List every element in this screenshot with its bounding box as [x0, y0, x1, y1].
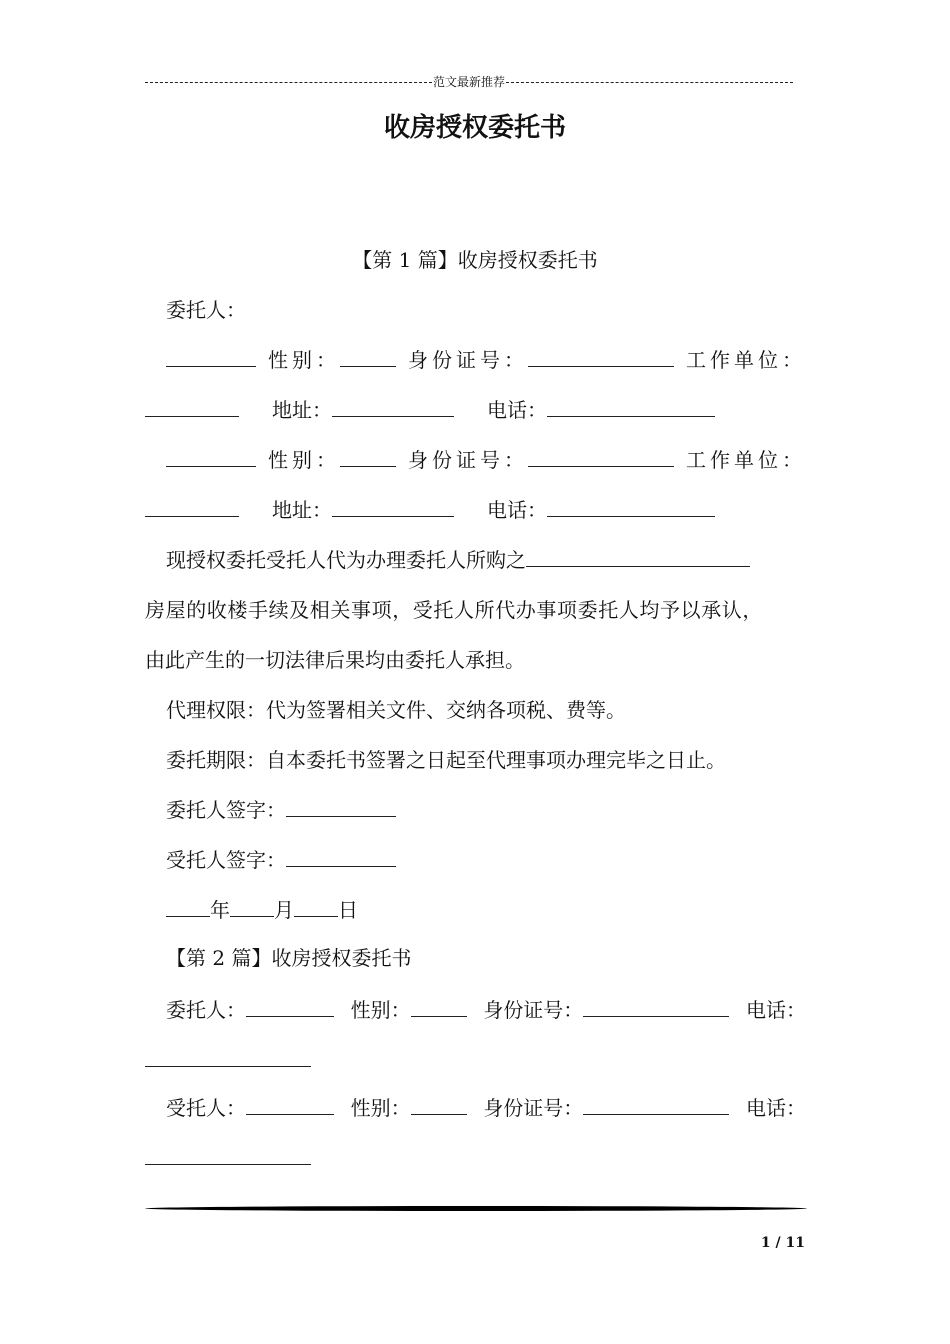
- phone-label: 电话：: [487, 398, 547, 422]
- blank-month: [230, 896, 274, 917]
- section2-client-row: [166, 996, 806, 1024]
- id-label: 身份证号：: [408, 348, 528, 372]
- blank-agent-name: [246, 1094, 334, 1115]
- section1-agent-row2: [145, 496, 715, 524]
- page-header: [145, 74, 793, 90]
- header-dash-right: [506, 82, 793, 83]
- header-dash-left: [145, 82, 432, 83]
- blank-name: [166, 346, 256, 367]
- section1-client-row1: [166, 346, 806, 374]
- blank-id: [583, 1094, 729, 1115]
- blank-client-sign: [286, 796, 396, 817]
- phone-label: 电话：: [745, 1096, 806, 1120]
- authorization-para-line3: 由此产生的一切法律后果均由委托人承担。: [145, 648, 525, 672]
- address-label: 地址：: [272, 398, 332, 422]
- blank-address: [332, 496, 454, 517]
- blank-gender: [411, 1094, 467, 1115]
- gender-label: 性别：: [350, 998, 411, 1022]
- section1-heading: 【第 1 篇】收房授权委托书: [352, 248, 598, 272]
- id-label: 身份证号：: [408, 448, 528, 472]
- client-label: 委托人：: [166, 998, 246, 1022]
- header-text: 范文最新推荐: [433, 75, 506, 89]
- blank-gender: [340, 446, 396, 467]
- work-unit-label: 工作单位：: [686, 448, 806, 472]
- blank-day: [294, 896, 338, 917]
- document-title: 收房授权委托书: [383, 113, 566, 143]
- section2-client-phone-blank: [145, 1046, 311, 1074]
- blank-phone: [145, 1144, 311, 1165]
- agent-label: 受托人：: [166, 1096, 246, 1120]
- phone-label: 电话：: [487, 498, 547, 522]
- phone-label: 电话：: [745, 998, 806, 1022]
- address-label: 地址：: [272, 498, 332, 522]
- blank-work-unit: [145, 496, 239, 517]
- section1-client-row2: [145, 396, 715, 424]
- blank-address: [332, 396, 454, 417]
- blank-gender: [340, 346, 396, 367]
- blank-phone: [547, 496, 715, 517]
- authorization-para-line1: [166, 546, 750, 574]
- date-line: [166, 896, 358, 924]
- gender-label: 性别：: [350, 1096, 411, 1120]
- authorization-text: 现授权委托受托人代为办理委托人所购之: [166, 548, 526, 572]
- client-signature: [166, 796, 396, 824]
- blank-year: [166, 896, 210, 917]
- section2-agent-phone-blank: [145, 1144, 311, 1172]
- gender-label: 性别：: [268, 448, 340, 472]
- section1-client-label: 委托人：: [166, 298, 246, 322]
- blank-phone: [547, 396, 715, 417]
- blank-id: [528, 346, 674, 367]
- month-label: 月: [274, 898, 294, 922]
- year-label: 年: [210, 898, 230, 922]
- client-sign-label: 委托人签字：: [166, 798, 286, 822]
- blank-client-name: [246, 996, 334, 1017]
- blank-id: [583, 996, 729, 1017]
- blank-id: [528, 446, 674, 467]
- blank-name: [166, 446, 256, 467]
- section1-agent-row1: [166, 446, 806, 474]
- agent-sign-label: 受托人签字：: [166, 848, 286, 872]
- day-label: 日: [338, 898, 358, 922]
- blank-agent-sign: [286, 846, 396, 867]
- blank-property: [526, 546, 750, 567]
- blank-phone: [145, 1046, 311, 1067]
- agency-scope: 代理权限：代为签署相关文件、交纳各项税、费等。: [166, 698, 626, 722]
- id-label: 身份证号：: [483, 1096, 584, 1120]
- entrust-period: 委托期限：自本委托书签署之日起至代理事项办理完毕之日止。: [166, 748, 726, 772]
- section2-agent-row: [166, 1094, 806, 1122]
- blank-work-unit: [145, 396, 239, 417]
- agent-signature: [166, 846, 396, 874]
- blank-gender: [411, 996, 467, 1017]
- page-number: 1 / 11: [760, 1235, 805, 1251]
- authorization-para-line2: 房屋的收楼手续及相关事项，受托人所代办事项委托人均予以承认，: [145, 598, 763, 622]
- work-unit-label: 工作单位：: [686, 348, 806, 372]
- footer-rule: [145, 1206, 807, 1211]
- section2-heading: 【第 2 篇】收房授权委托书: [166, 946, 412, 970]
- gender-label: 性别：: [268, 348, 340, 372]
- id-label: 身份证号：: [483, 998, 584, 1022]
